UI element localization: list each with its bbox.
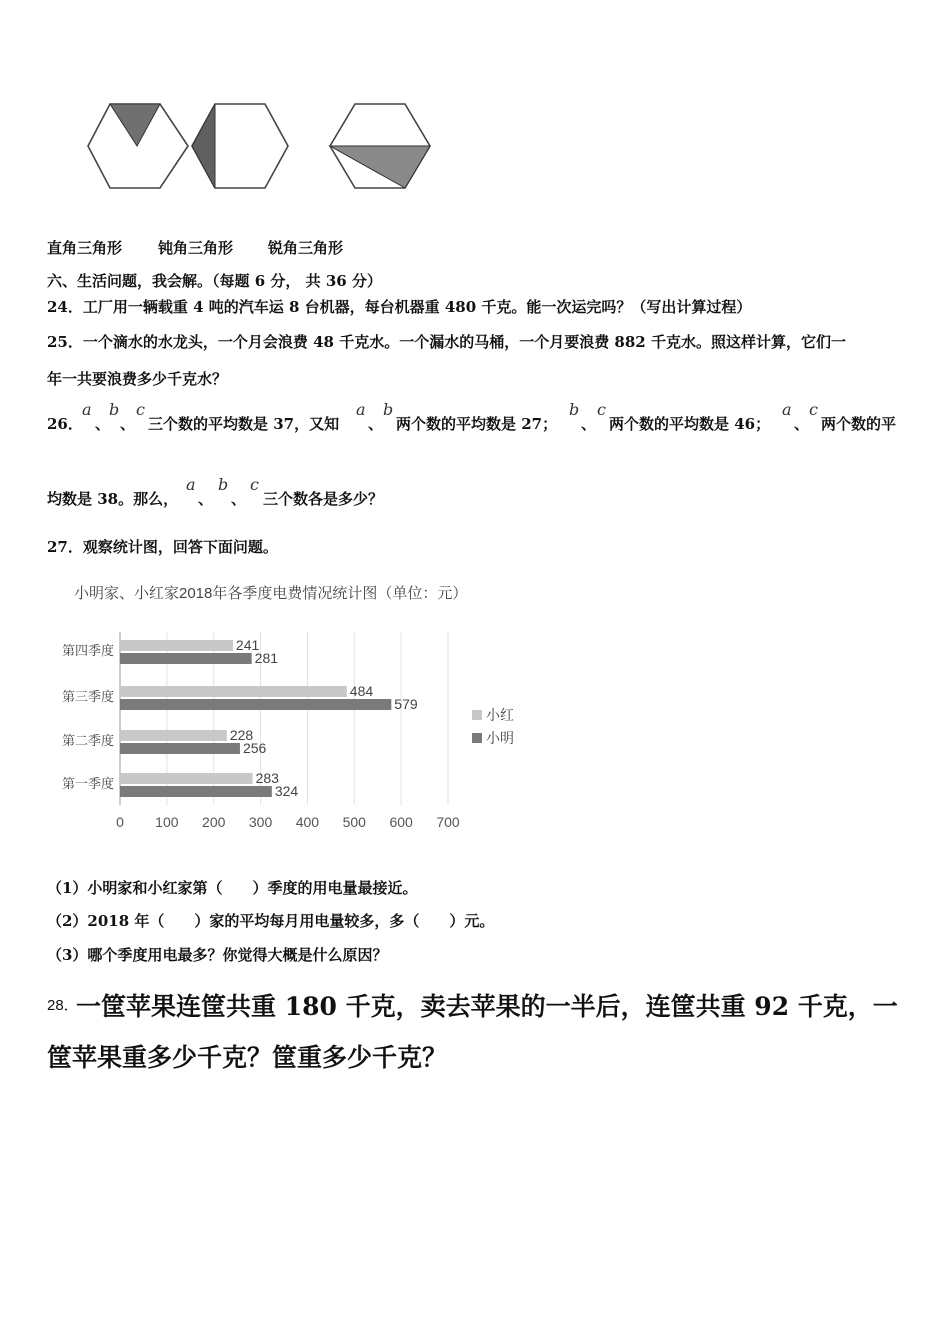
question-26-number: 26． — [47, 415, 83, 433]
separator: 、 — [231, 490, 247, 508]
question-25-line2: 年一共要浪费多少千克水？ — [47, 370, 228, 388]
section-title: 六、生活问题，我会解。（每题 6 分， 共 36 分） — [47, 272, 382, 290]
electricity-bar-chart — [40, 620, 520, 840]
question-27-sub1: （1）小明家和小红家第（ ）季度的用电量最接近。 — [47, 879, 418, 897]
legend-swatch — [472, 733, 482, 743]
data-label: 256 — [242, 740, 267, 756]
data-label: 324 — [274, 783, 299, 799]
triangle-label-right: 直角三角形 — [47, 239, 123, 257]
category-label: 第二季度 — [61, 733, 114, 748]
question-28-number: 28． — [47, 997, 79, 1014]
data-label: 228 — [229, 727, 254, 743]
data-label: 281 — [254, 650, 279, 666]
x-tick-label: 0 — [116, 814, 124, 830]
separator: 、 — [581, 415, 597, 433]
category-label: 第三季度 — [61, 689, 114, 704]
hexagon-figures — [40, 96, 450, 196]
bar-小明 — [120, 699, 391, 710]
x-tick-label: 200 — [202, 814, 226, 830]
bar-小红 — [120, 730, 227, 741]
var-b: b — [569, 400, 580, 419]
legend-swatch — [472, 710, 482, 720]
question-24: 24．工厂用一辆载重 4 吨的汽车运 8 台机器，每台机器重 480 千克。能一次运完吗？（写出计算过程） — [47, 298, 752, 316]
separator: 、 — [120, 415, 136, 433]
legend-label: 小红 — [486, 707, 514, 723]
bar-小明 — [120, 743, 240, 754]
var-a: a — [186, 475, 196, 494]
x-tick-label: 400 — [295, 814, 320, 830]
x-tick-label: 600 — [389, 814, 413, 830]
bar-小红 — [120, 773, 253, 784]
bar-小明 — [120, 786, 272, 797]
question-27-sub3: （3）哪个季度用电最多？你觉得大概是什么原因？ — [47, 946, 388, 964]
legend-label: 小明 — [486, 730, 514, 746]
question-28-line1: 一筐苹果连筐共重 180 千克，卖去苹果的一半后，连筐共重 92 千克，一 — [76, 992, 898, 1021]
question-26-text2: 两个数的平均数是 27； — [396, 415, 558, 433]
question-27: 27．观察统计图，回答下面问题。 — [47, 538, 278, 556]
separator: 、 — [368, 415, 384, 433]
triangle-label-acute: 锐角三角形 — [268, 239, 344, 257]
question-26-line2-start: 均数是 38。那么， — [47, 490, 179, 508]
bar-小红 — [120, 686, 347, 697]
x-tick-label: 700 — [436, 814, 460, 830]
x-tick-label: 100 — [155, 814, 179, 830]
category-label: 第四季度 — [61, 643, 114, 658]
hexagon-right-triangle — [88, 104, 188, 188]
question-27-sub2: （2）2018 年（ ）家的平均每月用电量较多，多（ ）元。 — [47, 912, 495, 930]
data-label: 283 — [255, 770, 279, 786]
var-c: c — [809, 400, 818, 419]
hexagon-acute-triangle — [330, 104, 430, 188]
var-c: c — [136, 400, 145, 419]
hexagon-obtuse-triangle — [192, 104, 288, 188]
var-a: a — [82, 400, 92, 419]
var-a: a — [356, 400, 366, 419]
chart-title: 小明家、小红家2018年各季度电费情况统计图（单位：元） — [74, 585, 468, 602]
x-tick-label: 300 — [248, 814, 273, 830]
data-label: 241 — [235, 637, 260, 653]
var-b: b — [383, 400, 394, 419]
var-b: b — [109, 400, 120, 419]
question-26-text3: 两个数的平均数是 46； — [609, 415, 771, 433]
question-26-text1: 三个数的平均数是 37，又知 — [148, 415, 340, 433]
separator: 、 — [794, 415, 810, 433]
data-label: 484 — [349, 683, 374, 699]
triangle-label-obtuse: 钝角三角形 — [158, 239, 234, 257]
var-c: c — [597, 400, 606, 419]
bar-小明 — [120, 653, 252, 664]
question-26-line2-end: 三个数各是多少？ — [263, 490, 384, 508]
question-28-line2: 筐苹果重多少千克？筐重多少千克？ — [47, 1043, 448, 1072]
data-label: 579 — [394, 696, 418, 712]
separator: 、 — [198, 490, 214, 508]
separator: 、 — [95, 415, 111, 433]
bar-小红 — [120, 640, 233, 651]
var-b: b — [218, 475, 229, 494]
question-25-line1: 25．一个滴水的水龙头，一个月会浪费 48 千克水。一个漏水的马桶，一个月要浪费 882 千克水。照这样计算，它们一 — [47, 333, 846, 351]
var-a: a — [782, 400, 792, 419]
var-c: c — [250, 475, 259, 494]
category-label: 第一季度 — [61, 776, 114, 791]
question-26-text4: 两个数的平 — [821, 415, 897, 433]
x-tick-label: 500 — [342, 814, 366, 830]
